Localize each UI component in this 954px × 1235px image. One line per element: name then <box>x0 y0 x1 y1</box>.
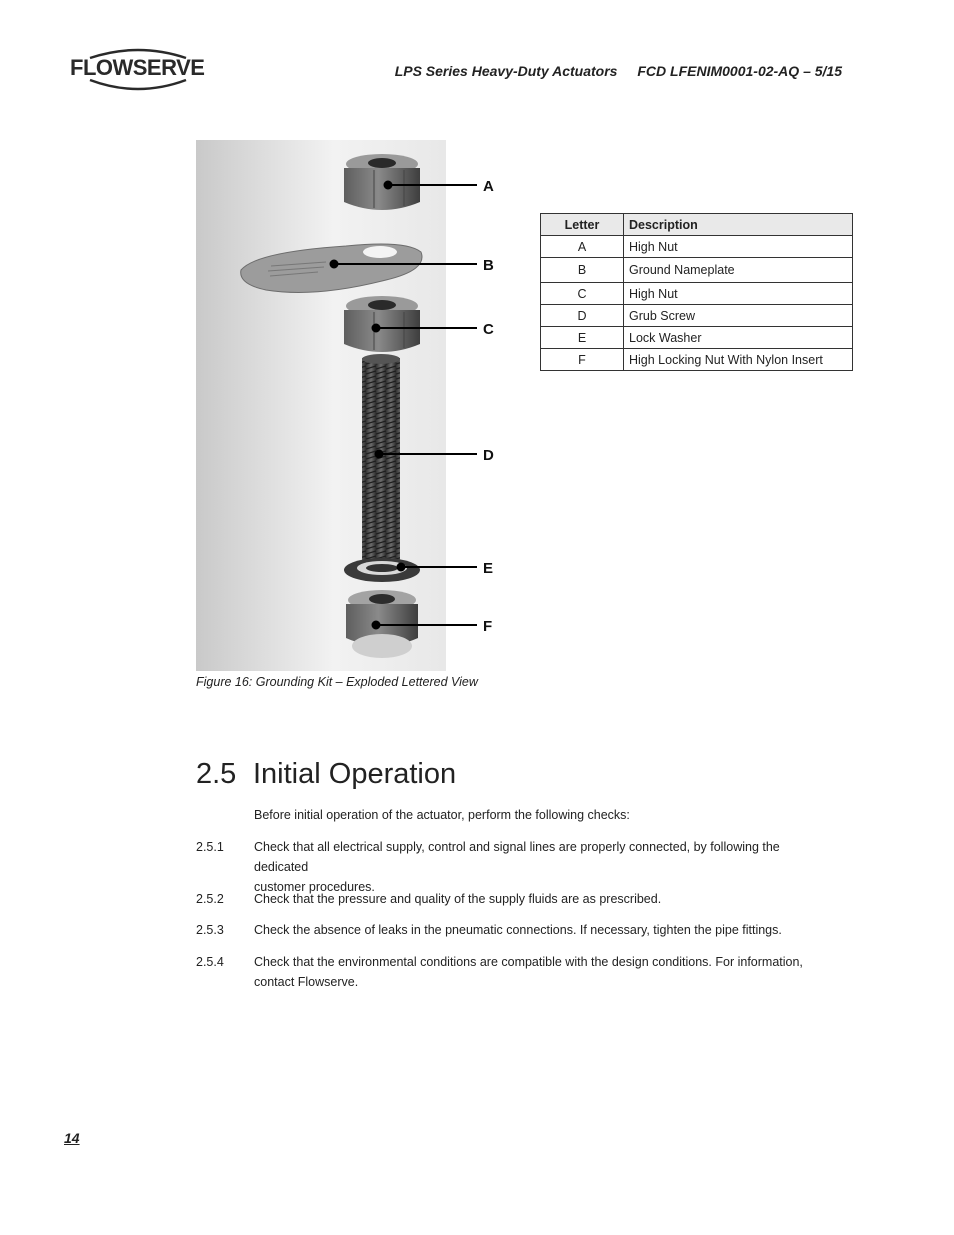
column-header-letter: Letter <box>541 214 624 236</box>
item-text <box>254 837 834 897</box>
column-header-description: Description <box>624 214 853 236</box>
table-header-row <box>541 214 853 236</box>
item-number: 2.5.3 <box>196 923 224 937</box>
row-description: Ground Nameplate <box>624 258 853 283</box>
lock-washer-e <box>344 558 420 582</box>
callout-label-f: F <box>483 618 493 635</box>
row-description: Grub Screw <box>624 305 853 327</box>
row-letter: A <box>541 236 624 258</box>
table-row <box>541 258 853 283</box>
product-title: LPS Series Heavy-Duty Actuators <box>394 63 618 79</box>
brand-wordmark: FLOWSERVE <box>70 55 205 80</box>
row-letter: F <box>541 349 624 371</box>
row-letter: D <box>541 305 624 327</box>
row-description: Lock Washer <box>624 327 853 349</box>
parts-table <box>540 213 853 371</box>
row-letter: C <box>541 283 624 305</box>
grub-screw-d <box>362 354 400 564</box>
item-number: 2.5.1 <box>196 840 224 854</box>
row-description: High Nut <box>624 236 853 258</box>
row-description: High Nut <box>624 283 853 305</box>
row-description: High Locking Nut With Nylon Insert <box>624 349 853 371</box>
section-title: Initial Operation <box>253 758 457 790</box>
callout-label-d: D <box>483 447 494 464</box>
figure-caption: Figure 16: Grounding Kit – Exploded Lettered View <box>196 675 478 689</box>
row-letter: B <box>541 258 624 283</box>
item-number: 2.5.2 <box>196 892 224 906</box>
callout-label-b: B <box>483 257 494 274</box>
callout-label-e: E <box>483 560 494 577</box>
item-line: Check that the pressure and quality of the supply fluids are as prescribed. <box>254 892 662 906</box>
item-text <box>254 889 834 909</box>
item-line: Check that the environmental conditions are compatible with the design conditions. For information, <box>254 955 803 969</box>
page-number: 14 <box>64 1130 80 1146</box>
high-nut-c <box>344 296 420 352</box>
item-line: contact Flowserve. <box>254 975 359 989</box>
item-text <box>254 952 834 992</box>
section-number: 2.5 <box>196 758 237 790</box>
item-number: 2.5.4 <box>196 955 224 969</box>
item-text <box>254 920 834 940</box>
table-row <box>541 327 853 349</box>
item-line: customer procedures. <box>254 880 375 894</box>
document-code: FCD LFENIM0001-02-AQ – 5/15 <box>637 63 842 79</box>
photo-background <box>196 140 446 671</box>
callout-label-c: C <box>483 321 494 338</box>
table-row <box>541 236 853 258</box>
section-intro: Before initial operation of the actuator, perform the following checks: <box>254 808 630 822</box>
section-heading <box>196 758 456 791</box>
table-row <box>541 283 853 305</box>
callout-label-a: A <box>483 178 494 195</box>
running-header <box>395 63 842 79</box>
high-nut-a <box>344 154 420 210</box>
table-row <box>541 305 853 327</box>
row-letter: E <box>541 327 624 349</box>
item-line: Check that all electrical supply, control and signal lines are properly connected, by following the dedicated <box>254 840 780 874</box>
table-row <box>541 349 853 371</box>
grounding-kit-figure <box>196 140 506 671</box>
flowserve-logo <box>68 44 208 94</box>
item-line: Check the absence of leaks in the pneumatic connections. If necessary, tighten the pipe fittings. <box>254 923 782 937</box>
